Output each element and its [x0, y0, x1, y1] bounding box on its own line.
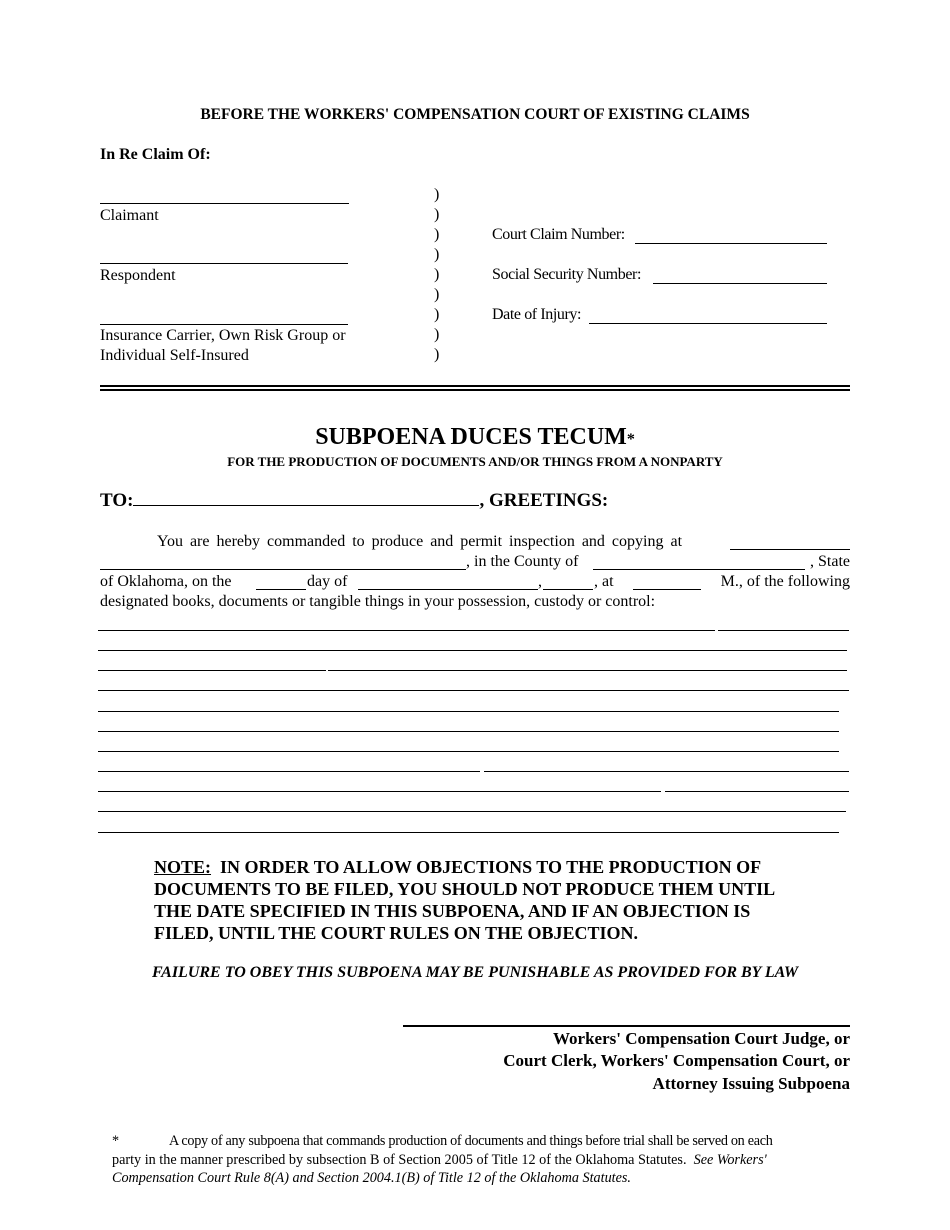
ssn-field[interactable] — [653, 283, 827, 284]
state-label: , State — [810, 553, 850, 570]
county-field[interactable] — [593, 555, 805, 570]
claimant-name-field[interactable] — [100, 203, 349, 204]
document-list-line[interactable] — [328, 670, 847, 671]
time-field[interactable] — [633, 575, 701, 590]
document-list-line[interactable] — [98, 690, 849, 691]
claimant-label: Claimant — [100, 207, 159, 224]
signature-title-line2: Court Clerk, Workers' Compensation Court, or — [503, 1051, 850, 1070]
footnote-line2 — [112, 1152, 852, 1169]
document-list-line[interactable] — [484, 771, 849, 772]
ssn-label: Social Security Number: — [492, 266, 641, 283]
day-field[interactable] — [256, 575, 306, 590]
note-text: IN ORDER TO ALLOW OBJECTIONS TO THE PRODUCTION OF DOCUMENTS TO BE FILED, YOU SHOULD NOT PRODUCE THEM UNTIL THE DATE SPECIFIED IN THIS SUBPOENA, AND IF AN OBJECTION IS FILED, UNTIL THE COURT RULES ON THE OBJECTION. — [154, 857, 775, 943]
command-text: You are hereby commanded to produce and permit inspection and copying at — [157, 533, 683, 550]
footnote-citation-1: See Workers' — [693, 1152, 767, 1168]
greetings-label: , GREETINGS: — [479, 490, 609, 511]
footnote-text-2: party in the manner prescribed by subsection B of Section 2005 of Title 12 of the Oklahoma Statutes. — [112, 1152, 687, 1168]
insurer-label-line1: Insurance Carrier, Own Risk Group or — [100, 327, 346, 344]
paren-divider: ) — [434, 346, 440, 363]
court-title: BEFORE THE WORKERS' COMPENSATION COURT OF EXISTING CLAIMS — [200, 106, 750, 123]
paren-divider: ) — [434, 246, 440, 263]
month-field[interactable] — [358, 575, 538, 590]
insurer-label-line2: Individual Self-Insured — [100, 347, 249, 364]
day-of-label: day of — [307, 573, 348, 590]
subpoena-title — [0, 424, 950, 451]
footnote-text-1: A copy of any subpoena that commands production of documents and things before trial shall be served on each — [169, 1133, 773, 1149]
paren-divider: ) — [434, 206, 440, 223]
location-field-continued[interactable] — [100, 555, 466, 570]
document-list-line[interactable] — [665, 791, 849, 792]
document-list-line[interactable] — [98, 791, 661, 792]
paren-divider: ) — [434, 186, 440, 203]
claim-number-label: Court Claim Number: — [492, 226, 625, 243]
year-field[interactable] — [543, 575, 593, 590]
in-re-label: In Re Claim Of: — [100, 146, 211, 163]
footnote-citation-2: Compensation Court Rule 8(A) and Section 2004.1(B) of Title 12 of the Oklahoma Statutes. — [112, 1170, 631, 1186]
objection-note — [154, 856, 804, 944]
county-label: , in the County of — [466, 553, 579, 570]
paren-divider: ) — [434, 266, 440, 283]
document-list-line[interactable] — [98, 811, 846, 812]
subpoena-title-text: SUBPOENA DUCES TECUM — [315, 424, 627, 450]
divider-rule — [100, 385, 850, 387]
document-list-line[interactable] — [98, 771, 480, 772]
signature-title-line3: Attorney Issuing Subpoena — [652, 1074, 850, 1093]
note-label: NOTE: — [154, 857, 212, 877]
to-row — [100, 490, 608, 512]
insurer-name-field[interactable] — [100, 324, 348, 325]
footnote-line3 — [112, 1170, 852, 1187]
subpoena-subtitle: FOR THE PRODUCTION OF DOCUMENTS AND/OR THINGS FROM A NONPARTY — [227, 454, 723, 469]
paren-divider: ) — [434, 326, 440, 343]
footnote-mark: * — [112, 1133, 120, 1149]
document-list-line[interactable] — [98, 731, 839, 732]
failure-notice: FAILURE TO OBEY THIS SUBPOENA MAY BE PUNISHABLE AS PROVIDED FOR BY LAW — [151, 964, 799, 981]
paren-divider: ) — [434, 226, 440, 243]
following-label: M., of the following — [720, 573, 850, 590]
respondent-label: Respondent — [100, 267, 176, 284]
location-field[interactable] — [730, 535, 850, 550]
recipient-field[interactable] — [133, 491, 479, 506]
divider-rule — [100, 389, 850, 391]
signature-line[interactable] — [403, 1025, 850, 1027]
document-list-line[interactable] — [98, 650, 847, 651]
paren-divider: ) — [434, 306, 440, 323]
document-list-line[interactable] — [98, 670, 326, 671]
document-list-line[interactable] — [98, 832, 839, 833]
command-line-4: designated books, documents or tangible things in your possession, custody or control: — [100, 593, 656, 610]
subpoena-title-footnote-mark: * — [626, 431, 635, 448]
document-list-line[interactable] — [98, 751, 839, 752]
document-list-line[interactable] — [98, 630, 715, 631]
respondent-name-field[interactable] — [100, 263, 348, 264]
paren-divider: ) — [434, 286, 440, 303]
of-oklahoma-label: of Oklahoma, on the — [100, 573, 232, 590]
document-list-line[interactable] — [98, 711, 839, 712]
signature-title-line1: Workers' Compensation Court Judge, or — [552, 1029, 850, 1048]
injury-date-field[interactable] — [589, 323, 827, 324]
injury-date-label: Date of Injury: — [492, 306, 582, 323]
claim-number-field[interactable] — [635, 243, 827, 244]
document-list-line[interactable] — [718, 630, 849, 631]
to-label: TO: — [100, 490, 134, 511]
comma: , — [538, 573, 542, 590]
at-label: , at — [594, 573, 614, 590]
